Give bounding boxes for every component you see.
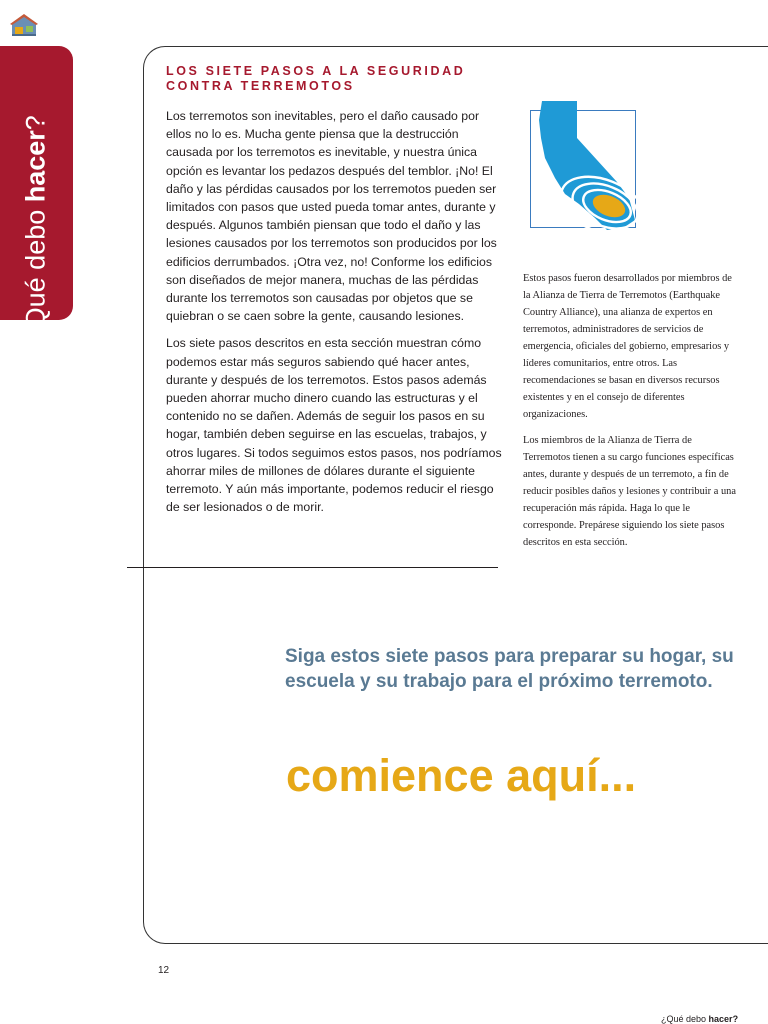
side-tab-suffix: ? bbox=[20, 115, 51, 131]
page-number: 12 bbox=[158, 965, 170, 976]
section-title-line1: LOS SIETE PASOS A LA SEGURIDAD bbox=[166, 64, 466, 78]
cta-heading: comience aquí... bbox=[286, 750, 637, 801]
side-tab-bold: hacer bbox=[20, 130, 51, 203]
divider-rule bbox=[127, 567, 498, 568]
sidebar-paragraph: Los miembros de la Alianza de Tierra de Terremotos tienen a su cargo funciones específicas antes, durante y después de un terremoto, a fin de reducir posibles daños y lesiones y contribuir a una recuperación más rápida. Haga lo que le corresponde. Prepárese siguiendo los siete pasos descritos en esta sección. bbox=[523, 435, 736, 548]
callout-text: Siga estos siete pasos para preparar su hogar, su escuela y su trabajo para el próximo terremoto. bbox=[285, 646, 734, 692]
sidebar-paragraph: Estos pasos fueron desarrollados por miembros de la Alianza de Tierra de Terremotos (Earthquake Country Alliance), una alianza de expertos en terremotos, administradores de servicios de emergencia, oficiales del gobierno, empresarios y líderes comunitarios, entre otros. Las recomendaciones se basan en diversos recursos existentes y en el consejo de diferentes organizaciones. bbox=[523, 273, 732, 420]
body-paragraph: Los siete pasos descritos en esta sección muestran cómo podemos estar más seguros sabiendo qué hacer antes, durante y después de los terremotos. Estos pasos además pueden ahorrar mucho dinero cuando las estructuras y el contenido no se dañen. Además de seguir los pasos en su hogar, también deben seguirse en las escuelas, trabajos, y otros lugares. Si todos seguimos estos pasos, nos podríamos ahorrar miles de millones de dólares durante el siguiente terremoto. Y aún más importante, podemos reducir el riesgo de ser lesionados o de morir. bbox=[166, 336, 502, 515]
footer-title-bold: hacer bbox=[708, 1014, 733, 1024]
section-title bbox=[166, 64, 506, 94]
house-logo-icon bbox=[9, 12, 39, 38]
side-tab bbox=[0, 46, 73, 345]
footer-title-suffix: ? bbox=[732, 1014, 739, 1024]
side-tab-prefix: ¿Qué debo bbox=[20, 202, 51, 345]
section-title-line2: CONTRA TERREMOTOS bbox=[166, 79, 355, 93]
side-tab-title bbox=[21, 115, 52, 345]
footer-title bbox=[661, 1014, 738, 1024]
sidebar-column bbox=[523, 270, 741, 560]
california-map-icon bbox=[525, 98, 651, 236]
body-paragraph: Los terremotos son inevitables, pero el daño causado por ellos no lo es. Mucha gente piensa que la destrucción causada por los terremotos es inevitable, y nuestra única opción es levantar los pedazos después del temblor. ¡No! El daño y las pérdidas causados por los terremotos pueden ser limitados con pasos que usted pueda tomar antes, durante y después. Algunos también piensan que todo el daño y las lesiones causados por los terremotos son producidos por los edificios derrumbados. ¡Otra vez, no! Conforme los edificios son diseñados de mejor manera, muchas de las pérdidas durante los terremotos son causadas por objetos que se quiebran o se caen sobre la gente, causando lesiones. bbox=[166, 109, 497, 324]
body-column bbox=[166, 107, 502, 525]
footer-title-prefix: ¿Qué debo bbox=[661, 1014, 709, 1024]
